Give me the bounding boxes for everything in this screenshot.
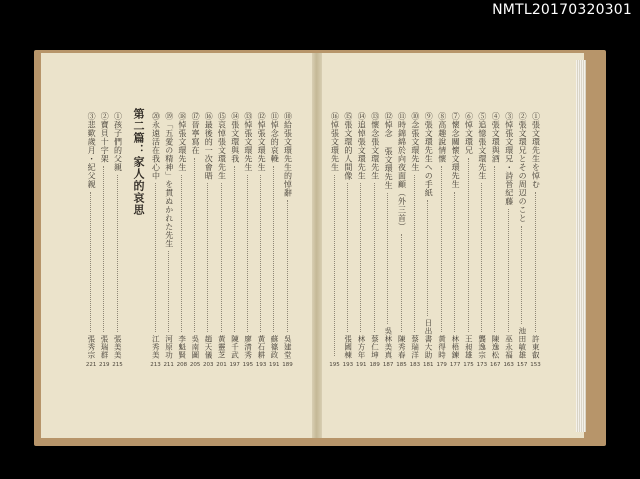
toc-entry-author: 蔡瑞洋 — [410, 334, 420, 359]
toc-entry-title: ⑪悼念的哀輓 — [270, 112, 280, 163]
toc-entry-title: ⑧高趣說情懷 — [437, 112, 447, 163]
toc-entry-title: ⑩給張文環先生的悼辭 — [283, 112, 293, 197]
toc-entry-author: 林梧鍊 — [450, 334, 460, 359]
toc-entry — [463, 112, 474, 368]
toc-entry-page: 193 — [255, 361, 267, 368]
toc-entry-author: 李魁賢 — [177, 334, 187, 359]
toc-entry — [229, 112, 240, 368]
toc-entry-page: 177 — [449, 361, 461, 368]
toc-entry-title: ④張文環與酒 — [491, 112, 501, 163]
toc-entry — [396, 112, 407, 368]
toc-entry-title: ⑮張文環的人間像 — [343, 112, 353, 180]
dot-leader — [508, 209, 510, 332]
toc-entry-title: ③悼張文環兄・詩晉紀藤 — [504, 112, 514, 206]
toc-entry-page: 185 — [396, 361, 407, 368]
toc-entry-author: 王昶雄 — [464, 334, 474, 359]
toc-entry-title: ⑯最後的一次會晤 — [204, 112, 214, 180]
toc-entry-page: 181 — [423, 361, 434, 368]
page-edges — [576, 60, 586, 432]
toc-entry — [242, 112, 253, 368]
toc-entry — [409, 112, 420, 368]
book-gutter — [312, 53, 322, 438]
toc-entry — [436, 112, 447, 368]
toc-entry-title: ⑫悼念 張文環先生 — [384, 112, 394, 190]
toc-entry — [216, 112, 227, 368]
toc-entry-title: ⑨張文環先生への手紙 — [424, 112, 434, 197]
toc-entry — [423, 112, 434, 368]
toc-entry-title: ①張文環先生を悼む — [531, 112, 541, 189]
toc-entry — [476, 112, 487, 368]
dot-leader — [194, 158, 196, 332]
toc-entry-page: 163 — [503, 361, 514, 368]
dot-leader — [521, 226, 523, 324]
dot-leader — [221, 183, 223, 332]
toc-entry-page: 197 — [229, 361, 240, 368]
dot-leader — [168, 251, 170, 332]
dot-leader — [468, 158, 470, 332]
toc-entry-title: ⑳永遠活在我心中 — [151, 112, 161, 180]
toc-entry-author: 廖清秀 — [243, 334, 253, 359]
toc-entry-title: ⑰晉寧寫在 — [191, 112, 201, 155]
toc-entry — [269, 112, 280, 368]
toc-entry-author: 池田敏雄 — [517, 326, 527, 359]
toc-entry-author: 張國棟 — [343, 334, 353, 359]
catalog-watermark: NMTL20170320301 — [492, 2, 632, 18]
toc-entry — [203, 112, 214, 368]
toc-entry-title: ②張文環兄とその周辺のこと — [518, 112, 528, 223]
toc-entry-title: ⑲「五愛の精神」を貫ぬかれた先生 — [164, 112, 174, 248]
dot-leader — [260, 175, 262, 332]
toc-entry — [86, 112, 97, 368]
dot-leader — [347, 183, 349, 332]
dot-leader — [441, 166, 443, 332]
dot-leader — [414, 175, 416, 332]
toc-entry-title: ⑭追悼張文環先生 — [357, 112, 367, 180]
toc-entry-author: 陳千武 — [230, 334, 240, 359]
dot-leader — [90, 192, 92, 332]
toc-entry-title: ⑭張文環與我 — [230, 112, 240, 163]
toc-entry-author: 蘇篠政 — [270, 334, 280, 359]
toc-entry — [450, 112, 461, 368]
toc-entry-author: 張美美 — [113, 334, 123, 359]
toc-entry-author: 陳秀春 — [397, 334, 407, 359]
toc-entry-title: ⑱悼張文環先生 — [177, 112, 187, 172]
toc-entry-page: 153 — [530, 361, 541, 368]
toc-entry-author: 巫永福 — [504, 334, 514, 359]
toc-entry-title: ⑩念張文環先生 — [410, 112, 420, 172]
toc-entry — [369, 112, 380, 368]
toc-entry-title: ⑥悼文環兄 — [464, 112, 474, 155]
dot-leader — [103, 166, 105, 332]
toc-entry-author: 吳建堂 — [283, 334, 293, 359]
toc-entry-title: ⑯悼張文環先生 — [330, 112, 340, 172]
toc-entry — [503, 112, 514, 368]
toc-entry-title: ②寶貝十字架 — [100, 112, 110, 163]
toc-entry — [112, 112, 123, 368]
section-heading: 第二篇：家人的哀思 — [132, 108, 145, 216]
dot-leader — [481, 183, 483, 332]
toc-entry — [329, 112, 340, 368]
toc-entry-title: ⑫悼張文環先生 — [257, 112, 267, 172]
dot-leader — [117, 175, 119, 332]
toc-entry-author: 林方年 — [357, 334, 367, 359]
toc-entry-author: 黃得時 — [437, 334, 447, 359]
toc-entry-author: 許東叡 — [531, 334, 541, 359]
toc-entry-author: 吳林美真 — [383, 326, 393, 359]
dot-leader — [374, 183, 376, 332]
dot-leader — [387, 193, 389, 324]
toc-entry-page: 221 — [85, 361, 97, 368]
toc-entry-author: 河原功 — [164, 334, 174, 359]
dot-leader — [234, 166, 236, 332]
dot-leader — [273, 166, 275, 332]
toc-entry — [490, 112, 501, 368]
toc-entry-page: 215 — [112, 361, 123, 368]
dot-leader — [427, 200, 429, 316]
dot-leader — [494, 166, 496, 332]
toc-entry — [517, 112, 528, 368]
toc-entry-title: ⑪時錦綿於向夜面顧（外三首） — [397, 112, 407, 231]
toc-entry-author: 張秀宗 — [86, 334, 96, 359]
toc-entry-author: 吳南圖 — [190, 334, 200, 359]
toc-entry-title: ⑬悼張文環先生 — [243, 112, 253, 172]
toc-entry-page: 173 — [476, 361, 488, 368]
toc-entry-title: ③悲歎歲月・紀父親 — [87, 112, 97, 189]
toc-entry-title: ⑤追憶張文環先生 — [477, 112, 487, 180]
dot-leader — [207, 183, 209, 332]
toc-entry-author: 黃石耕 — [256, 334, 266, 359]
toc-entry-author: 蔡仁坤 — [370, 334, 380, 359]
toc-entry-page: 208 — [176, 361, 188, 368]
toc-entry-title: ⑮哀悼張文環先生 — [217, 112, 227, 180]
toc-entry-page: 211 — [163, 361, 174, 368]
toc-entry — [256, 112, 267, 368]
toc-entry-page: 189 — [369, 361, 380, 368]
toc-entry-page: 189 — [282, 361, 293, 368]
toc-entry — [282, 112, 293, 368]
toc-entry — [163, 112, 174, 368]
dot-leader — [155, 183, 157, 332]
toc-entry-author: 江秀美 — [151, 334, 161, 359]
toc-entry-author: 陳逸松 — [491, 334, 501, 359]
toc-entry-author: 龔逸宗 — [477, 334, 487, 359]
toc-entry — [383, 112, 394, 368]
toc-entry — [99, 112, 110, 368]
toc-entry-page: 203 — [203, 361, 214, 368]
toc-entry-page: 191 — [356, 361, 367, 368]
dot-leader — [247, 175, 249, 332]
toc-entry-author: 黃靈芝 — [217, 334, 227, 359]
toc-entry-page: 193 — [342, 361, 354, 368]
toc-entry — [342, 112, 353, 368]
toc-entry-title: ⑬懷念張文環先生 — [370, 112, 380, 180]
dot-leader — [535, 192, 537, 332]
toc-entry-page: 175 — [463, 361, 474, 368]
dot-leader — [181, 175, 183, 332]
toc-entry — [356, 112, 367, 368]
toc-entry-page: 195 — [329, 361, 340, 368]
toc-entry-title: ⑦懷念關懷文環先生 — [451, 112, 461, 189]
dot-leader — [401, 234, 403, 332]
toc-entry-page: 191 — [269, 361, 280, 368]
toc-entry-page: 219 — [99, 361, 110, 368]
dot-leader — [334, 175, 336, 356]
toc-entry-page: 195 — [242, 361, 254, 368]
toc-entry-author: 日出書大助 — [424, 318, 434, 359]
toc-entry-author: 趙天儀 — [204, 334, 214, 359]
toc-entry-page: 201 — [216, 361, 227, 368]
toc-entry — [190, 112, 201, 368]
toc-entry-page: 167 — [490, 361, 501, 368]
toc-entry — [530, 112, 541, 368]
toc-entry-page: 187 — [382, 361, 394, 368]
dot-leader — [287, 200, 289, 332]
toc-entry-author: 張瑞群 — [100, 334, 110, 359]
toc-entry-title: ①孩子們的父親 — [113, 112, 123, 172]
toc-entry-page: 213 — [150, 361, 161, 368]
dot-leader — [454, 192, 456, 332]
toc-entry-page: 157 — [516, 361, 528, 368]
dot-leader — [360, 183, 362, 332]
toc-entry — [150, 112, 161, 368]
toc-entry-page: 183 — [409, 361, 421, 368]
toc-entry-page: 179 — [436, 361, 447, 368]
toc-entry — [176, 112, 187, 368]
toc-entry-page: 205 — [189, 361, 201, 368]
